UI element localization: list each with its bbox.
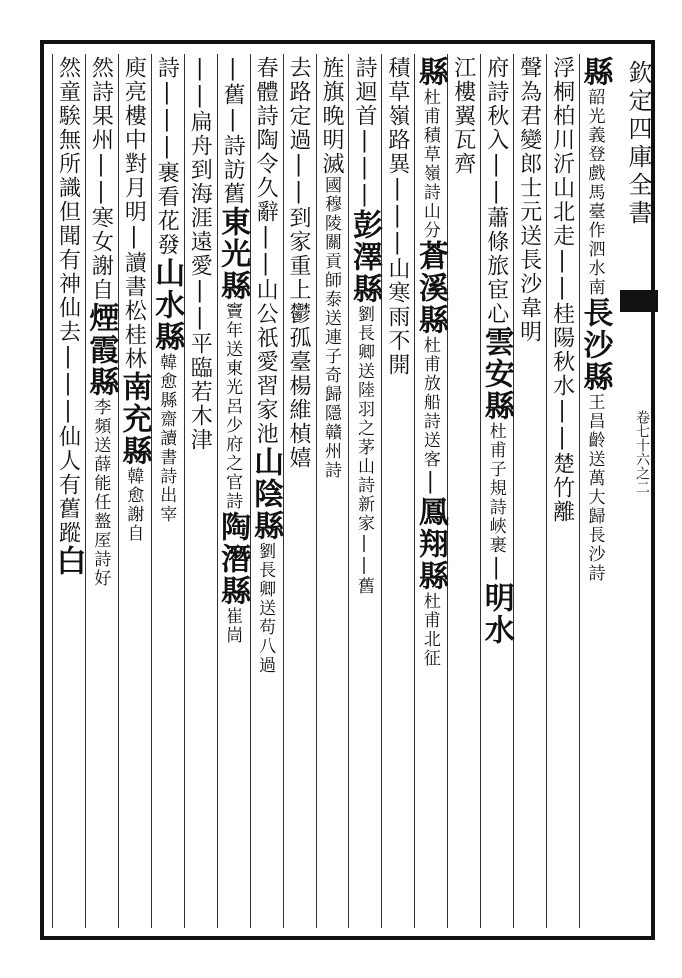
text-segment: 杜甫北征 [419, 592, 440, 668]
text-segment: 詩迴首||| [351, 56, 377, 209]
text-segment: | [417, 469, 443, 496]
text-segment: 府詩秋入||蕭條旅宦心 [483, 56, 509, 326]
text-segment: | [483, 555, 509, 582]
place-name: 雲安縣 [478, 326, 514, 422]
text-segment: 詩|||裹看花發 [154, 56, 180, 257]
place-name: 縣 [577, 56, 613, 88]
place-name: 山水縣 [149, 257, 185, 353]
volume-label: 卷七十六之二 [634, 410, 650, 494]
place-name: 鳳翔縣 [412, 496, 448, 592]
text-segment: 去|||仙人有舊蹤 [55, 320, 81, 545]
place-name: 南充縣 [116, 371, 152, 467]
text-segment: 韓愈縣齋讀書詩出宰 [156, 353, 177, 524]
text-segment: 杜甫子規詩峽裹 [485, 422, 506, 555]
text-segment: |讀書松桂林 [121, 224, 147, 371]
text-segment: 劉長卿送陸羽之茅山詩新家||舊 [353, 305, 374, 596]
text-segment: 王昌齡送萬大歸長沙詩 [584, 393, 605, 583]
text-segment: 遠愛||平臨若木津 [187, 230, 213, 452]
text-segment: 杜甫積草嶺詩山分 [419, 88, 440, 240]
text-column [46, 56, 90, 926]
book-title: 欽定四庫全書 [624, 60, 652, 228]
text-segment: 劉長卿送苟八過 [255, 542, 276, 675]
text-segment: 然童騃無所識但聞有神仙 [55, 56, 81, 320]
text-segment: 杜甫放船詩送客 [419, 336, 440, 469]
place-name: 彭澤縣 [346, 209, 382, 305]
text-segment: ||扁舟到海涯 [187, 56, 213, 230]
text-segment: 江樓翼瓦齊 [450, 56, 476, 176]
place-name: 明水 [478, 582, 514, 646]
place-name: 長沙縣 [577, 297, 613, 393]
text-segment: 韶光義登戲馬臺作泗水南 [584, 88, 605, 297]
text-segment: 庾亮樓中對月明 [121, 56, 147, 224]
text-segment: 然詩果州||寒女謝自 [88, 56, 114, 302]
place-name: 縣 [412, 56, 448, 88]
text-segment: 旌旗晚明滅 [319, 56, 344, 176]
margin-fishtail [620, 290, 658, 312]
text-segment: 李頻送薛能任盩厔詩好 [90, 398, 111, 588]
place-name: 白 [50, 545, 86, 577]
text-segment: 桂陽秋水||楚竹離 [549, 302, 575, 524]
text-segment: 崔峝 [222, 607, 243, 645]
text-segment: 去路定過||到家重上鬱孤臺楊維楨嬉 [286, 56, 312, 470]
text-segment: 聲為君變郎士元送長沙韋明 [516, 56, 542, 344]
text-segment: 浮桐柏川沂山北走|| [549, 56, 575, 302]
text-segment: 韓愈謝自 [123, 467, 144, 543]
place-name: 煙霞縣 [83, 302, 119, 398]
place-name: 山陰縣 [248, 446, 284, 542]
text-segment: |山寒雨不開 [384, 230, 410, 377]
place-name: 蒼溪縣 [412, 240, 448, 336]
text-segment: 國穆陵關貢師泰送連子奇歸隱贛州詩 [321, 176, 341, 480]
place-name: 東光縣 [215, 206, 251, 302]
place-name: 陶潛縣 [215, 511, 251, 607]
text-segment: 竇年送東光呂少府之官詩 [222, 302, 243, 511]
text-segment: |舊|詩訪舊 [220, 56, 246, 206]
text-segment: 春體詩陶令久辭||山公祇愛習家池 [253, 56, 279, 446]
text-segment: 積草嶺路異|| [384, 56, 410, 230]
